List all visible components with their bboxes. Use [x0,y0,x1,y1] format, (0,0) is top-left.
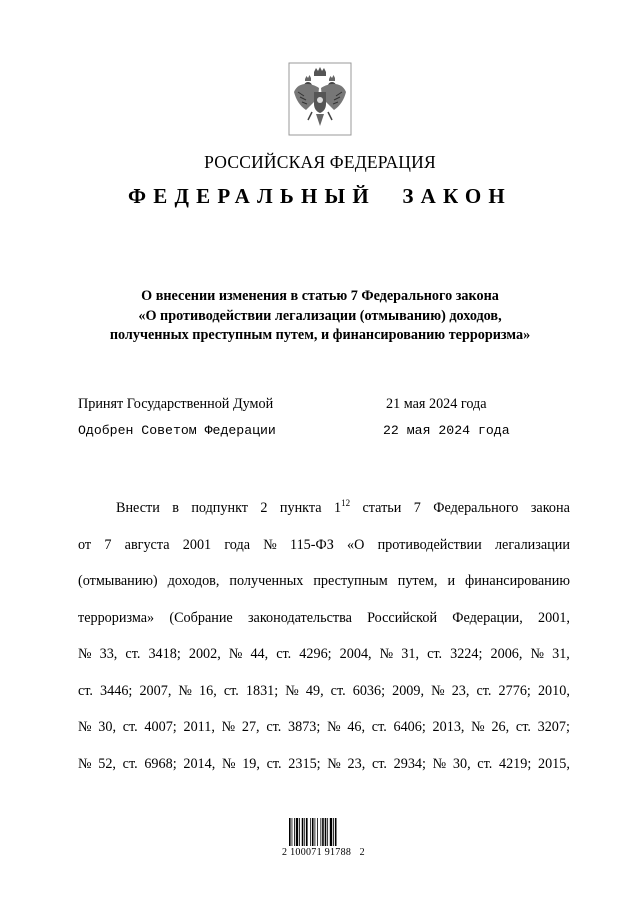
body-word: подпункт [191,500,248,516]
barcode-number: 2 100071 91788 2 [282,847,365,858]
body-word: 4219; [498,755,532,772]
body-word: 2014, [183,755,216,772]
body-word: № [285,682,299,699]
body-word: 2001, [538,609,570,626]
body-word: 6036; [352,682,386,699]
body-word: 30, [452,755,471,772]
body-line [78,644,570,681]
body-word: 6406; [393,719,426,735]
body-word: 23, [451,682,470,699]
body-word: 2015, [537,755,570,772]
body-word: № [530,646,545,662]
body-word: закона [530,500,570,516]
body-word: 2776; [498,682,531,699]
body-line [78,717,570,754]
body-word: 6968; [144,755,177,772]
body-word: 2934; [393,755,426,772]
body-word: ст. [122,719,138,735]
body-word: 3224; [450,646,483,662]
body-word: доходов, [167,573,220,589]
body-word: Федерального [433,500,519,516]
body-word: 2011, [183,719,215,735]
body-word: ст. [476,682,492,699]
body-word: 31, [552,646,570,662]
body-word: 19, [242,755,260,772]
body-word: 4296; [299,646,332,662]
body-word: № [432,755,447,772]
body-word: преступным [313,573,388,589]
body-word: 3446; [100,682,133,699]
body-line [78,498,570,535]
state-emblem [288,62,352,136]
body-word: августа [124,536,170,553]
duma-label: Принят Государственной Думой [78,396,274,412]
body-word: № [78,755,92,772]
body-word: ст. [276,646,292,662]
body-word: ст. [266,755,282,772]
body-word: 2004, [339,646,372,662]
body-line [78,754,570,791]
body-word: Российской [367,609,438,626]
body-word: 2002, [188,646,221,662]
body-word: № [221,719,236,735]
body-word: (Собрание [169,609,233,626]
body-word: ст. [515,719,531,735]
body-word: 3418; [148,646,181,662]
body-word: 31, [401,646,419,662]
body-word: 2007, [139,682,172,699]
body-word: 44, [250,646,269,662]
body-line [78,608,570,645]
body-word: ст. [371,755,387,772]
body-word: от [78,536,92,553]
body-word: Федерации, [452,609,523,626]
law-title-line: О внесении изменения в статью 7 Федерального закона [141,288,499,304]
body-word: ст. [266,719,282,735]
body-word: ст. [330,682,346,699]
body-word: 2001 [182,536,212,553]
body-word: противодействии [377,536,482,553]
body-word: № [379,646,394,662]
barcode [288,818,352,848]
law-title-line: полученных преступным путем, и финансированию терроризма» [109,327,531,343]
body-line [78,571,570,608]
body-word: года [224,536,251,553]
body-word: путем, [397,573,438,589]
council-date: 22 мая 2024 года [383,423,510,438]
body-word: 2315; [288,755,321,772]
body-line [78,681,570,718]
barcode-icon [288,818,352,848]
body-word: 46, [347,719,366,735]
body-word: № [178,682,192,699]
body-word: «О [347,536,365,553]
body-word: полученных [229,573,304,589]
duma-date: 21 мая 2024 года [386,396,487,412]
body-word: 2006, [490,646,523,662]
body-word: ст. [125,646,141,662]
body-word: 26, [491,719,510,735]
body-word: № [78,719,92,735]
body-word: 4007; [144,719,177,735]
body-word: статьи [362,500,402,516]
body-word: 7 [413,500,421,516]
body-word: ст. [223,682,239,699]
body-word: 2010, [537,682,570,699]
superscript: 12 [341,498,351,508]
country-name: РОССИЙСКАЯ ФЕДЕРАЦИЯ [204,152,436,172]
body-word: 3207; [537,719,570,735]
body-word: № [263,536,277,553]
council-label: Одобрен Советом Федерации [78,423,276,438]
body-word: легализации [494,536,570,553]
body-word: в [172,500,179,516]
body-word: 49, [305,682,324,699]
body-word: ст. [78,682,93,699]
body-word: и [447,573,456,589]
body-word: ст. [371,719,387,735]
body-word: 33, [99,646,118,662]
body-word: № [471,719,485,735]
law-body [78,498,570,790]
body-word: 27, [241,719,260,735]
body-word: финансированию [465,573,570,589]
body-word: ст. [427,646,443,662]
body-word: № [78,646,92,662]
body-word: 2009, [392,682,425,699]
body-word: 115-ФЗ [290,536,334,553]
law-title [40,287,600,346]
body-word: 2 [260,500,268,516]
document-type: ФЕДЕРАЛЬНЫЙ ЗАКОН [128,184,512,208]
body-word: терроризма» [78,609,155,626]
body-word: ст. [122,755,138,772]
body-word: пункта [279,500,322,516]
body-word: 16, [199,682,217,699]
body-word: № [228,646,243,662]
body-word: 7 [104,536,112,553]
body-word: № [327,719,341,735]
double-headed-eagle-icon [288,62,352,136]
body-word: 1831; [245,682,279,699]
body-word: 23, [347,755,366,772]
body-word: № [431,682,445,699]
body-word: № [221,755,236,772]
body-word: № [327,755,341,772]
body-word: 2013, [432,719,465,735]
body-word: ст. [477,755,493,772]
body-word: 3873; [288,719,321,735]
body-line [78,535,570,572]
body-word: $1^{12}$ [333,498,351,516]
body-word: законодательства [247,609,352,626]
law-title-line: «О противодействии легализации (отмыванию) доходов, [138,307,502,324]
body-word: Внести [116,500,160,516]
body-word: 30, [98,719,116,735]
body-word: (отмыванию) [78,573,158,589]
body-word: 52, [98,755,116,772]
